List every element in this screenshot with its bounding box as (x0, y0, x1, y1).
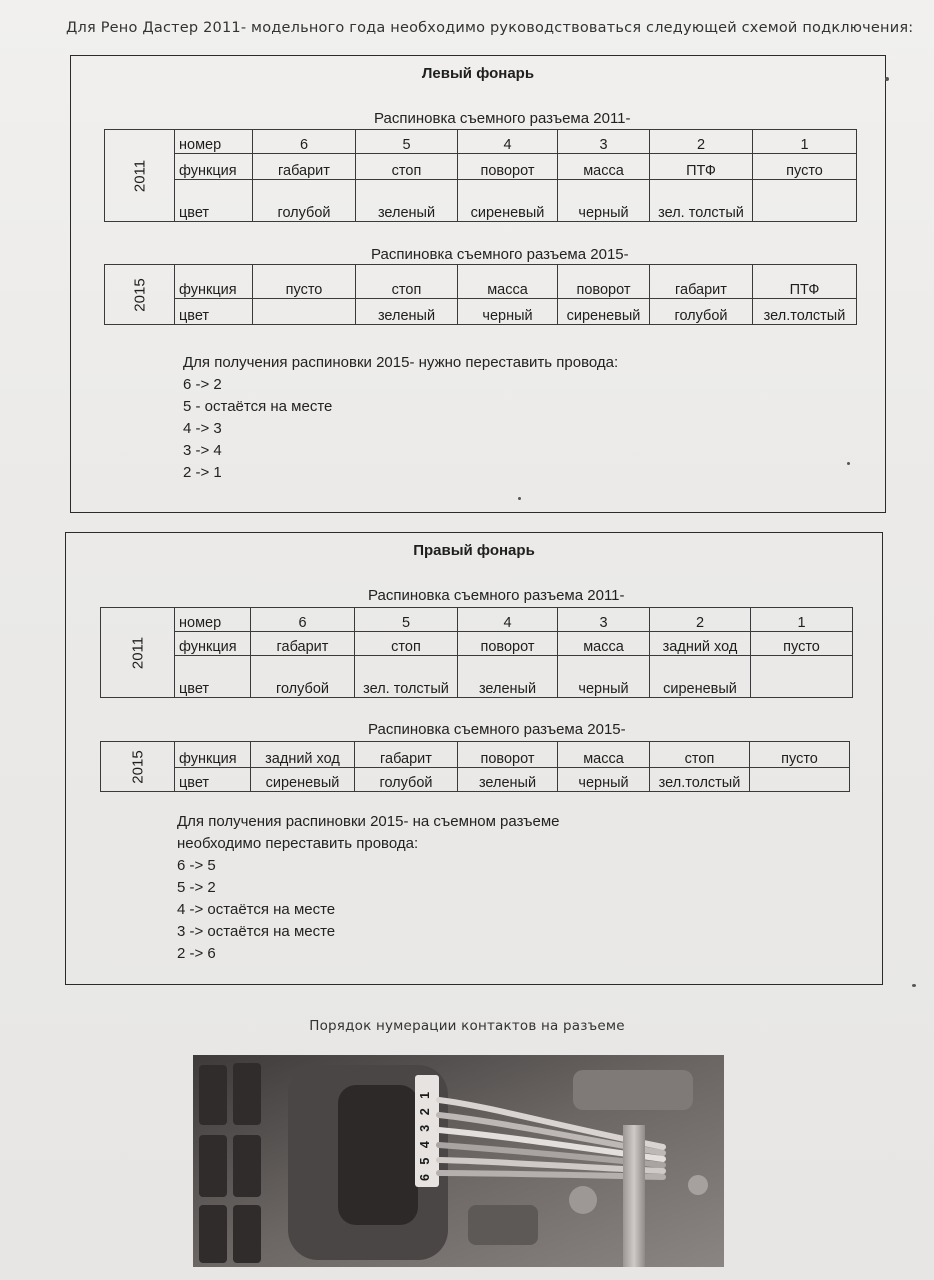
table-cell: зеленый (356, 180, 458, 222)
table-cell: сиреневый (650, 656, 751, 698)
instruction-line: необходимо переставить провода: (177, 835, 419, 852)
table-cell: функция (175, 742, 251, 768)
table-cell: голубой (253, 180, 356, 222)
table-cell: функция (175, 632, 251, 656)
rewiring-instructions (177, 811, 560, 965)
instruction-line: 3 -> остаётся на месте (177, 923, 336, 940)
table-cell: пусто (253, 265, 356, 299)
table-cell: зел.толстый (753, 299, 857, 325)
table-cell: габарит (251, 632, 355, 656)
table-cell: голубой (650, 299, 753, 325)
table-cell: пусто (750, 742, 850, 768)
table-caption-2011: Распиновка съемного разъема 2011- (374, 110, 631, 127)
table-cell: зел.толстый (650, 768, 750, 792)
table-cell: поворот (458, 632, 558, 656)
table-cell (751, 656, 853, 698)
instruction-line: 3 -> 4 (183, 442, 222, 459)
table-cell: зеленый (356, 299, 458, 325)
table-cell: цвет (175, 299, 253, 325)
table-cell: задний ход (650, 632, 751, 656)
pinout-table-2015 (100, 741, 850, 792)
table-cell: габарит (253, 154, 356, 180)
table-cell: сиреневый (458, 180, 558, 222)
paper-speck (847, 462, 850, 465)
instruction-line: 2 -> 1 (183, 464, 222, 481)
rewiring-instructions (183, 352, 618, 484)
instruction-line: 5 - остаётся на месте (183, 398, 333, 415)
table-cell: черный (458, 299, 558, 325)
table-cell: задний ход (251, 742, 355, 768)
table-cell: голубой (355, 768, 458, 792)
table-cell: номер (175, 130, 253, 154)
table-cell: ПТФ (753, 265, 857, 299)
table-cell: голубой (251, 656, 355, 698)
paper-speck (518, 497, 521, 500)
table-cell: сиреневый (558, 299, 650, 325)
table-cell: стоп (356, 265, 458, 299)
page-title: Для Рено Дастер 2011- модельного года необходимо руководствоваться следующей схемой подключения: (66, 20, 914, 36)
connector-photo (193, 1055, 724, 1267)
right-lamp-section (65, 532, 883, 985)
table-cell: черный (558, 768, 650, 792)
year-label: 2015 (129, 749, 146, 784)
table-caption-2015: Распиновка съемного разъема 2015- (371, 246, 629, 263)
instruction-line: 5 -> 2 (177, 879, 216, 896)
table-cell: 3 (558, 130, 650, 154)
table-cell: 4 (458, 608, 558, 632)
table-cell: номер (175, 608, 251, 632)
table-cell: габарит (650, 265, 753, 299)
table-cell: сиреневый (251, 768, 355, 792)
table-cell: масса (458, 265, 558, 299)
table-cell: поворот (458, 154, 558, 180)
table-cell: цвет (175, 180, 253, 222)
instruction-line: 4 -> остаётся на месте (177, 901, 336, 918)
table-cell: пусто (751, 632, 853, 656)
table-cell: функция (175, 154, 253, 180)
table-cell: габарит (355, 742, 458, 768)
instruction-line: 6 -> 2 (183, 376, 222, 393)
table-cell: 5 (356, 130, 458, 154)
instruction-line: Для получения распиновки 2015- нужно переставить провода: (183, 354, 619, 371)
table-cell: черный (558, 656, 650, 698)
pinout-table-2011 (104, 129, 857, 222)
pinout-table-2015 (104, 264, 857, 325)
year-cell (101, 742, 175, 792)
paper-speck (912, 984, 916, 987)
table-cell: 6 (251, 608, 355, 632)
table-cell (753, 180, 857, 222)
instruction-line: 6 -> 5 (177, 857, 216, 874)
table-cell: цвет (175, 768, 251, 792)
year-cell (101, 608, 175, 698)
table-cell: масса (558, 632, 650, 656)
section-heading: Левый фонарь (421, 65, 535, 82)
table-cell: 5 (355, 608, 458, 632)
table-cell: 3 (558, 608, 650, 632)
table-cell: поворот (458, 742, 558, 768)
section-heading: Правый фонарь (413, 542, 535, 559)
table-cell: зел. толстый (650, 180, 753, 222)
table-cell: 4 (458, 130, 558, 154)
instruction-line: 4 -> 3 (183, 420, 222, 437)
table-cell: масса (558, 742, 650, 768)
table-cell: цвет (175, 656, 251, 698)
connector-photo-drawing (193, 1055, 724, 1267)
pin-number-labels: 6 5 4 3 2 1 (418, 1088, 432, 1181)
table-cell: черный (558, 180, 650, 222)
table-cell: стоп (356, 154, 458, 180)
instruction-line: 2 -> 6 (177, 945, 216, 962)
table-cell: зел. толстый (355, 656, 458, 698)
table-cell: стоп (650, 742, 750, 768)
left-lamp-section (70, 55, 886, 513)
bracket (623, 1125, 645, 1267)
table-cell: 6 (253, 130, 356, 154)
table-cell: функция (175, 265, 253, 299)
year-cell (105, 265, 175, 325)
table-cell: стоп (355, 632, 458, 656)
table-cell: 1 (751, 608, 853, 632)
table-caption-2015: Распиновка съемного разъема 2015- (368, 721, 626, 738)
table-cell: 2 (650, 130, 753, 154)
pinout-table-2011 (100, 607, 853, 698)
table-caption-2011: Распиновка съемного разъема 2011- (368, 587, 625, 604)
year-label: 2011 (129, 636, 146, 669)
table-cell (253, 299, 356, 325)
table-cell: пусто (753, 154, 857, 180)
year-cell (105, 130, 175, 222)
table-cell: зеленый (458, 768, 558, 792)
table-cell: поворот (558, 265, 650, 299)
table-cell: 1 (753, 130, 857, 154)
table-cell (750, 768, 850, 792)
photo-caption: Порядок нумерации контактов на разъеме (309, 1018, 625, 1034)
instruction-line: Для получения распиновки 2015- на съемном разъеме (177, 813, 560, 830)
table-cell: 2 (650, 608, 751, 632)
table-cell: ПТФ (650, 154, 753, 180)
paper-speck (885, 77, 889, 81)
table-cell: зеленый (458, 656, 558, 698)
year-label: 2015 (131, 277, 148, 312)
year-label: 2011 (131, 159, 148, 192)
table-cell: масса (558, 154, 650, 180)
